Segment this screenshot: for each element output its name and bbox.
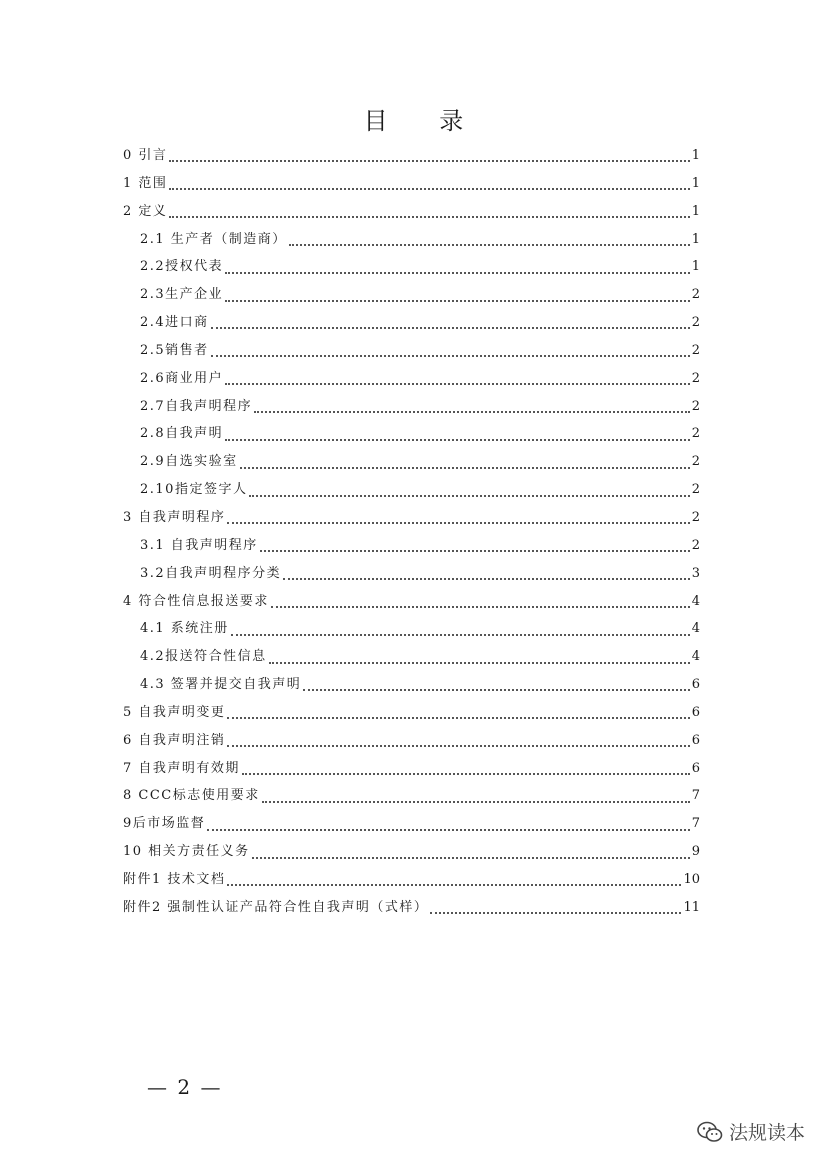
toc-entry-page: 4: [691, 621, 700, 637]
toc-dot-leader: [169, 215, 689, 218]
toc-dot-leader: [227, 521, 689, 524]
toc-entry-page: 2: [691, 342, 700, 358]
toc-entry[interactable]: [123, 309, 700, 337]
watermark: [697, 1118, 805, 1145]
toc-dot-leader: [303, 688, 689, 691]
toc-dot-leader: [252, 856, 690, 859]
toc-entry-page: 1: [691, 175, 700, 191]
toc-dot-leader: [225, 382, 690, 385]
toc-entry[interactable]: [123, 337, 700, 365]
toc-dot-leader: [269, 661, 690, 664]
toc-dot-leader: [283, 577, 690, 580]
toc-entry-page: 6: [691, 732, 700, 748]
toc-entry[interactable]: [123, 755, 700, 783]
toc-entry-page: 7: [691, 816, 700, 832]
toc-entry-label: 2.10指定签字人: [140, 482, 248, 498]
toc-dot-leader: [254, 410, 690, 413]
wechat-icon: [697, 1121, 723, 1143]
toc-entry-page: 11: [683, 899, 700, 915]
toc-entry-label: 3.1 自我声明程序: [140, 537, 258, 553]
toc-entry-label: 0 引言: [123, 148, 168, 163]
toc-entry[interactable]: [123, 560, 700, 588]
toc-entry-label: 2.5销售者: [140, 342, 209, 358]
toc-entry-page: 4: [691, 593, 700, 609]
toc-entry-label: 1 范围: [123, 175, 168, 191]
toc-entry[interactable]: [123, 615, 700, 643]
toc-entry-page: 2: [691, 398, 700, 414]
toc-dot-leader: [262, 800, 690, 803]
toc-entry-page: 1: [691, 231, 700, 247]
toc-entry-page: 6: [691, 760, 700, 776]
toc-dot-leader: [211, 354, 690, 357]
toc-dot-leader: [231, 633, 690, 636]
toc-entry[interactable]: [123, 894, 700, 922]
toc-entry-label: 4 符合性信息报送要求: [123, 593, 269, 609]
toc-dot-leader: [169, 187, 689, 190]
toc-entry-label: 3.2自我声明程序分类: [140, 565, 282, 581]
toc-entry-label: 4.3 签署并提交自我声明: [140, 677, 302, 693]
toc-entry-page: 2: [691, 454, 700, 470]
toc-entry[interactable]: [123, 727, 700, 755]
watermark-text: 法规读本: [728, 1122, 805, 1144]
toc-entry[interactable]: [123, 504, 700, 532]
toc-entry-page: 1: [691, 259, 700, 275]
toc-entry[interactable]: [123, 281, 700, 309]
toc-dot-leader: [225, 271, 690, 274]
toc-entry[interactable]: [123, 198, 700, 226]
toc-entry-page: 2: [691, 537, 700, 553]
toc-dot-leader: [225, 438, 690, 441]
toc-entry-label: 2.9自选实验室: [140, 454, 238, 470]
toc-entry-label: 2 定义: [123, 203, 168, 219]
toc-entry-page: 2: [691, 426, 700, 442]
toc-entry-label: 附件1 技术文档: [123, 871, 226, 887]
toc-dot-leader: [227, 744, 689, 747]
toc-entry-label: 2.7自我声明程序: [140, 398, 253, 414]
toc-dot-leader: [242, 772, 690, 775]
toc-entry-label: 2.4进口商: [140, 315, 209, 331]
toc-entry-label: 6 自我声明注销: [123, 732, 226, 748]
toc-entry-label: 4.2报送符合性信息: [140, 649, 267, 665]
toc-dot-leader: [169, 159, 689, 162]
toc-entry[interactable]: [123, 810, 700, 838]
toc-entry-page: 7: [691, 788, 700, 804]
footer-page-number: — 2 —: [147, 1075, 223, 1099]
toc-entry-page: 2: [691, 509, 700, 525]
toc-dot-leader: [225, 299, 690, 302]
toc-dot-leader: [260, 549, 690, 552]
toc-entry-page: 10: [683, 871, 700, 887]
toc-entry[interactable]: [123, 393, 700, 421]
toc-entry[interactable]: [123, 532, 700, 560]
toc-entry[interactable]: [123, 476, 700, 504]
toc-entry-label: 4.1 系统注册: [140, 621, 229, 637]
toc-entry-label: 8 CCC标志使用要求: [123, 788, 260, 804]
toc-entry[interactable]: [123, 226, 700, 254]
toc-entry[interactable]: [123, 866, 700, 894]
toc-entry-page: 1: [691, 203, 700, 219]
toc-entry-label: 2.3生产企业: [140, 287, 224, 303]
toc-entry[interactable]: [123, 588, 700, 616]
toc-entry[interactable]: [123, 838, 700, 866]
table-of-contents: [123, 142, 700, 922]
toc-entry[interactable]: [123, 448, 700, 476]
toc-entry-label: 5 自我声明变更: [123, 704, 226, 720]
toc-entry-page: 6: [691, 704, 700, 720]
toc-entry-label: 3 自我声明程序: [123, 509, 226, 525]
toc-entry-label: 9后市场监督: [123, 816, 206, 832]
toc-entry[interactable]: [123, 671, 700, 699]
toc-dot-leader: [271, 605, 690, 608]
toc-dot-leader: [227, 716, 689, 719]
page-title: 目 录: [363, 107, 486, 135]
toc-entry[interactable]: [123, 142, 700, 170]
toc-entry-page: 3: [691, 565, 700, 581]
toc-entry-label: 7 自我声明有效期: [123, 760, 240, 776]
toc-dot-leader: [211, 326, 690, 329]
toc-entry-label: 10 相关方责任义务: [123, 844, 250, 860]
toc-entry-page: 6: [691, 677, 700, 693]
toc-dot-leader: [249, 494, 689, 497]
toc-entry-page: 2: [691, 287, 700, 303]
toc-entry[interactable]: [123, 365, 700, 393]
toc-entry-page: 4: [691, 649, 700, 665]
toc-entry-page: 2: [691, 315, 700, 331]
toc-entry-page: 2: [691, 370, 700, 386]
toc-entry[interactable]: [123, 782, 700, 810]
toc-entry[interactable]: [123, 253, 700, 281]
toc-entry-label: 2.8自我声明: [140, 426, 224, 442]
toc-entry-label: 2.1 生产者（制造商）: [140, 231, 287, 247]
toc-entry-page: 9: [691, 844, 700, 860]
toc-dot-leader: [430, 911, 681, 914]
toc-entry[interactable]: [123, 643, 700, 671]
toc-entry[interactable]: [123, 699, 700, 727]
toc-entry-label: 附件2 强制性认证产品符合性自我声明（式样）: [123, 899, 429, 915]
toc-dot-leader: [240, 466, 690, 469]
toc-entry-page: 1: [691, 148, 700, 163]
toc-dot-leader: [227, 883, 681, 886]
toc-entry-label: 2.2授权代表: [140, 259, 224, 275]
toc-dot-leader: [289, 243, 690, 246]
toc-entry-page: 2: [691, 482, 700, 498]
toc-dot-leader: [207, 828, 689, 831]
toc-entry[interactable]: [123, 170, 700, 198]
toc-entry-label: 2.6商业用户: [140, 370, 224, 386]
toc-entry[interactable]: [123, 420, 700, 448]
